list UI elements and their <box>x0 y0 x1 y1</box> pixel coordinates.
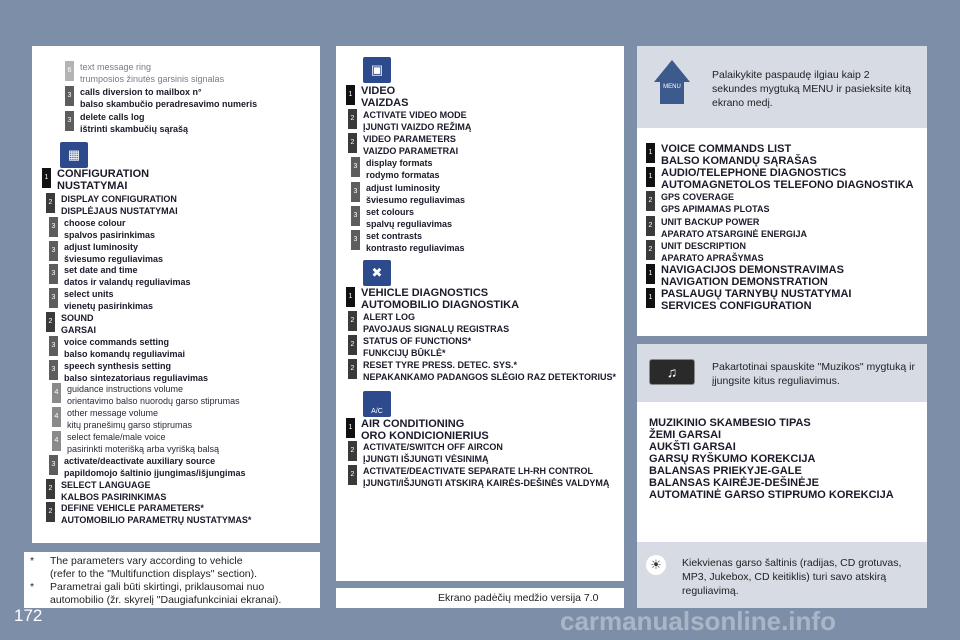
entry-lithuanian: datos ir valandų reguliavimas <box>64 277 191 288</box>
entry-english: set date and time <box>64 265 138 276</box>
entry-lithuanian: spalvos pasirinkimas <box>64 229 156 240</box>
menu-label: MENU <box>660 82 684 104</box>
footnote <box>30 555 281 607</box>
entry-english: ALERT LOG <box>363 312 415 322</box>
entry-english: other message volume <box>67 408 159 419</box>
level-marker: 4 <box>52 407 61 427</box>
level-marker: 2 <box>46 502 55 522</box>
entry-english: activate/deactivate auxiliary source <box>64 455 216 466</box>
menu-button-icon[interactable] <box>654 60 690 112</box>
footnote-line: automobilio (žr. skyrelį "Daugiafunkciniai ekranai). <box>50 594 282 606</box>
level-marker: 1 <box>646 288 655 308</box>
entry-english: adjust luminosity <box>366 182 441 193</box>
menu-entry <box>46 312 96 336</box>
section-heading <box>346 85 408 109</box>
heading-lithuanian: AUTOMOBILIO DIAGNOSTIKA <box>361 299 520 311</box>
level-marker: 1 <box>646 264 655 284</box>
level-marker: 2 <box>348 441 357 461</box>
entry-english: ACTIVATE/DEACTIVATE SEPARATE LH-RH CONTROL <box>363 466 593 476</box>
entry-english: AUDIO/TELEPHONE DIAGNOSTICS <box>661 167 847 180</box>
menu-entry <box>49 288 153 312</box>
menu-entry <box>49 336 185 360</box>
entry-english: voice commands setting <box>64 336 170 347</box>
entry-english: NAVIGACIJOS DEMONSTRAVIMAS <box>661 264 844 276</box>
level-marker: 2 <box>46 312 55 332</box>
heading-english: CONFIGURATION <box>57 168 150 180</box>
level-marker: 3 <box>351 206 360 226</box>
menu-entry <box>646 240 764 264</box>
entry-lithuanian: BALSO KOMANDŲ SĄRAŠAS <box>661 155 817 167</box>
level-marker: 2 <box>348 359 357 379</box>
entry-english: ACTIVATE/SWITCH OFF AIRCON <box>363 442 503 452</box>
entry-english: UNIT BACKUP POWER <box>661 216 760 227</box>
level-marker: 2 <box>348 335 357 355</box>
menu-entry <box>351 182 465 206</box>
entry-lithuanian: kitų pranešimų garso stiprumas <box>67 420 193 431</box>
tip-sun-icon: ☀ <box>646 555 666 575</box>
level-marker: 2 <box>46 479 55 499</box>
entry-english: VOICE COMMANDS LIST <box>661 143 792 155</box>
menu-entry <box>351 206 452 230</box>
section-heading <box>346 418 489 442</box>
entry-lithuanian: ištrinti skambučių sąrašą <box>80 124 189 134</box>
entry-lithuanian: KALBOS PASIRINKIMAS <box>61 491 167 502</box>
entry-lithuanian: AUTOMOBILIO PARAMETRŲ NUSTATYMAS* <box>61 515 252 526</box>
entry-lithuanian: FUNKCIJŲ BŪKLĖ* <box>363 348 446 358</box>
menu-entry <box>348 335 471 359</box>
level-marker: 2 <box>348 311 357 331</box>
level-marker: 1 <box>346 287 355 307</box>
entry-english: select units <box>64 289 114 300</box>
heading-english: VIDEO <box>361 85 396 97</box>
entry-lithuanian: NEPAKANKAMO PADANGOS SLĖGIO RAZ DETEKTORIUS* <box>363 372 617 382</box>
music-setting: MUZIKINIO SKAMBESIO TIPAS <box>649 417 811 429</box>
entry-english: VIDEO PARAMETERS <box>363 134 456 145</box>
video-icon: ▣ <box>363 57 391 83</box>
menu-entry <box>46 193 178 217</box>
entry-english: SOUND <box>61 313 94 323</box>
menu-entry <box>52 431 219 455</box>
entry-english: speech synthesis setting <box>64 360 172 371</box>
entry-lithuanian: šviesumo reguliavimas <box>366 194 466 205</box>
music-settings-list <box>649 417 894 501</box>
entry-english: DISPLAY CONFIGURATION <box>61 194 177 204</box>
menu-entry <box>646 288 851 312</box>
menu-entry <box>52 407 192 431</box>
menu-entry <box>351 230 465 254</box>
entry-lithuanian: APARATO ATSARGINĖ ENERGIJA <box>661 228 808 239</box>
entry-english: DEFINE VEHICLE PARAMETERS* <box>61 503 204 514</box>
level-marker: 2 <box>646 240 655 260</box>
menu-entry <box>348 359 616 383</box>
entry-english: RESET TYRE PRESS. DETEC. SYS.* <box>363 360 518 370</box>
level-marker: 1 <box>42 168 51 188</box>
level-marker: 3 <box>351 230 360 250</box>
entry-english: choose colour <box>64 217 126 228</box>
menu-entry <box>49 264 191 288</box>
menu-entry <box>348 465 609 489</box>
heading-lithuanian: ORO KONDICIONIERIUS <box>361 430 489 442</box>
level-marker: 1 <box>646 143 655 163</box>
heading-lithuanian: VAIZDAS <box>361 97 409 109</box>
entry-lithuanian: spalvų reguliavimas <box>366 218 453 229</box>
tree-version-caption: Ekrano padėčių medžio versija 7.0 <box>438 592 599 604</box>
entry-lithuanian: vienetų pasirinkimas <box>64 301 154 312</box>
menu-entry <box>52 383 240 407</box>
heading-lithuanian: NUSTATYMAI <box>57 180 128 192</box>
heading-english: VEHICLE DIAGNOSTICS <box>361 287 489 299</box>
music-instruction: Pakartotinai spauskite "Muzikos" mygtuką ir įjungsite kitus reguliavimus. <box>712 361 915 387</box>
menu-entry <box>65 111 188 135</box>
level-marker: 3 <box>65 86 74 106</box>
entry-english: guidance instructions volume <box>67 384 184 395</box>
entry-lithuanian: GARSAI <box>61 325 97 335</box>
entry-lithuanian: AUTOMAGNETOLOS TELEFONO DIAGNOSTIKA <box>661 179 914 192</box>
tools-icon: ✖ <box>363 260 391 286</box>
level-marker: 3 <box>49 217 58 237</box>
music-setting: AUTOMATINĖ GARSO STIPRUMO KOREKCIJA <box>649 489 894 501</box>
level-marker: 2 <box>348 133 357 153</box>
section-heading <box>42 168 149 192</box>
entry-english: PASLAUGŲ TARNYBŲ NUSTATYMAI <box>661 288 852 301</box>
level-marker: 3 <box>351 157 360 177</box>
level-marker: 2 <box>646 191 655 211</box>
music-setting: AUKŠTI GARSAI <box>649 441 736 453</box>
entry-lithuanian: ĮJUNGTI IŠJUNGTI VĖSINIMĄ <box>363 454 489 464</box>
menu-entry <box>348 311 509 335</box>
entry-english: ACTIVATE VIDEO MODE <box>363 110 467 120</box>
entry-lithuanian: kontrasto reguliavimas <box>366 243 465 253</box>
entry-lithuanian: SERVICES CONFIGURATION <box>661 300 812 313</box>
menu-entry <box>348 441 503 465</box>
entry-english: adjust luminosity <box>64 241 139 252</box>
entry-lithuanian: pasirinkti moterišką arba vyrišką balsą <box>67 444 220 454</box>
level-marker: 1 <box>646 167 655 187</box>
level-marker: 1 <box>346 85 355 105</box>
menu-entry <box>49 217 155 241</box>
level-marker: 2 <box>646 216 655 236</box>
level-marker: 3 <box>49 241 58 261</box>
level-marker: 2 <box>348 109 357 129</box>
tip-text: Kiekvienas garso šaltinis (radijas, CD grotuvas, MP3, Jukebox, CD keitiklis) turi savo atskirą reguliavimą. <box>682 557 902 597</box>
music-setting: BALANSAS KAIRĖJE-DEŠINĖJE <box>649 477 819 489</box>
footnote-marker: * <box>30 581 35 593</box>
entry-lithuanian: balso skambučio peradresavimo numeris <box>80 99 258 109</box>
entry-lithuanian: ĮJUNGTI VAIZDO REŽIMĄ <box>363 122 472 132</box>
footnote-line: (refer to the "Multifunction displays" section). <box>50 568 258 580</box>
menu-entry <box>46 502 251 526</box>
page-number: 172 <box>14 606 43 625</box>
menu-instruction: Palaikykite paspaudę ilgiau kaip 2 sekundes mygtuką MENU ir pasieksite kitą ekrano medį. <box>712 69 911 109</box>
section-heading <box>346 287 519 311</box>
entry-lithuanian: balso sintezatoriaus reguliavimas <box>64 372 209 383</box>
menu-entry <box>49 241 163 265</box>
entry-english: calls diversion to mailbox n° <box>80 87 202 97</box>
entry-lithuanian: šviesumo reguliavimas <box>64 253 164 264</box>
level-marker: 2 <box>348 465 357 485</box>
level-marker: 3 <box>49 288 58 308</box>
menu-entry <box>646 167 914 191</box>
menu-entry <box>646 143 817 167</box>
menu-entry <box>646 191 770 215</box>
menu-entry <box>49 360 208 384</box>
entry-lithuanian: VAIZDO PARAMETRAI <box>363 146 459 157</box>
entry-english: set colours <box>366 206 415 217</box>
menu-entry <box>348 133 458 157</box>
entry-lithuanian: rodymo formatas <box>366 170 440 181</box>
settings-icon: ▦ <box>60 142 88 168</box>
entry-english: select female/male voice <box>67 432 166 442</box>
level-marker: 4 <box>52 431 61 451</box>
entry-english: text message ring <box>80 62 152 72</box>
entry-english: set contrasts <box>366 231 423 241</box>
menu-entry <box>646 264 844 288</box>
level-marker: 4 <box>52 383 61 403</box>
music-setting: ŽEMI GARSAI <box>649 429 722 441</box>
menu-entry <box>46 479 166 503</box>
level-marker: 3 <box>65 111 74 131</box>
entry-lithuanian: DISPLĖJAUS NUSTATYMAI <box>61 206 178 216</box>
entry-lithuanian: trumposios žinutės garsinis signalas <box>80 74 225 84</box>
heading-english: AIR CONDITIONING <box>361 418 465 430</box>
entry-lithuanian: APARATO APRAŠYMAS <box>661 252 764 263</box>
footnote-line: Parametrai gali būti skirtingi, priklausomai nuo <box>50 581 265 593</box>
footnote-marker: * <box>30 555 35 567</box>
entry-english: STATUS OF FUNCTIONS* <box>363 336 472 346</box>
watermark: carmanualsonline.info <box>560 606 836 636</box>
menu-entry <box>646 216 807 240</box>
entry-english: GPS COVERAGE <box>661 192 735 203</box>
level-marker: 3 <box>49 455 58 475</box>
menu-entry <box>49 455 246 479</box>
entry-lithuanian: PAVOJAUS SIGNALŲ REGISTRAS <box>363 324 510 334</box>
entry-lithuanian: orientavimo balso nuorodų garso stiprumas <box>67 396 240 407</box>
level-marker: 3 <box>49 264 58 284</box>
entry-english: delete calls log <box>80 112 145 122</box>
entry-english: display formats <box>366 158 433 169</box>
music-setting: BALANSAS PRIEKYJE-GALE <box>649 465 802 477</box>
menu-entry <box>65 61 224 85</box>
menu-entry <box>351 157 440 181</box>
level-marker: 3 <box>351 182 360 202</box>
level-marker: 1 <box>346 418 355 438</box>
level-marker: 3 <box>49 336 58 356</box>
level-marker: 3 <box>49 360 58 380</box>
music-setting: GARSŲ RYŠKUMO KOREKCIJA <box>649 453 816 465</box>
level-marker: 2 <box>46 193 55 213</box>
entry-lithuanian: NAVIGATION DEMONSTRATION <box>661 276 828 288</box>
entry-lithuanian: GPS APIMAMAS PLOTAS <box>661 204 770 215</box>
entry-lithuanian: balso komandų reguliavimai <box>64 348 186 359</box>
footnote-line: The parameters vary according to vehicle <box>50 555 243 567</box>
menu-entry <box>348 109 471 133</box>
menu-entry <box>65 86 257 110</box>
level-marker: 6 <box>65 61 74 81</box>
entry-english: UNIT DESCRIPTION <box>661 240 747 251</box>
entry-english: SELECT LANGUAGE <box>61 479 151 490</box>
entry-lithuanian: papildomojo šaltinio įjungimas/išjungimas <box>64 467 246 478</box>
entry-lithuanian: ĮJUNGTI/IŠJUNGTI ATSKIRĄ KAIRĖS-DEŠINĖS VALDYMĄ <box>363 478 610 488</box>
ac-icon: A/C <box>363 391 391 417</box>
music-button-icon[interactable]: ♫ <box>649 359 695 385</box>
